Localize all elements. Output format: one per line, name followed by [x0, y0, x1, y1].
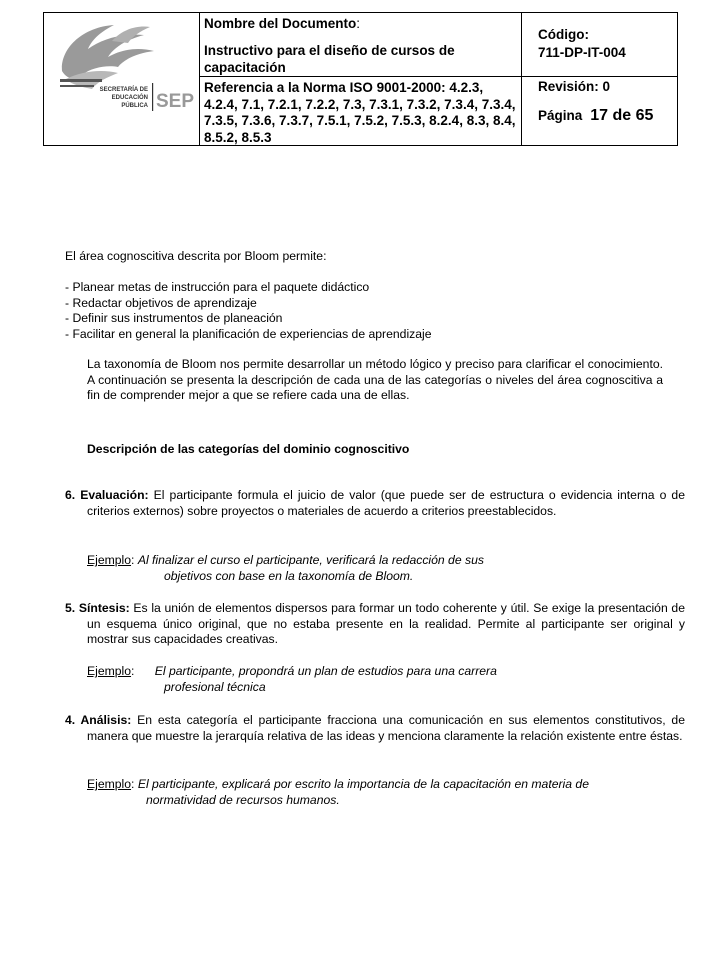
category-example: Ejemplo: El participante, propondrá un plan de estudios para una carrera profesional técnica	[87, 664, 663, 695]
page-number: Página 17 de 65	[538, 107, 654, 124]
revision: Revisión: 0	[538, 79, 611, 94]
example-label: Ejemplo	[87, 777, 132, 791]
intro-text: El área cognoscitiva descrita por Bloom permite:	[65, 249, 327, 263]
code-value: 711-DP-IT-004	[538, 45, 626, 60]
category-text: Es la unión de elementos dispersos para formar un todo coherente y útil. Se exige la presentación de un esquema único original, que no estaba presente en la realidad. Permite al participante ser original y mostrar sus capacidades creativas.	[87, 601, 685, 646]
category-example: Ejemplo: El participante, explicará por escrito la importancia de la capacitación en materia de normatividad de recursos humanos.	[87, 777, 663, 808]
example-text: normatividad de recursos humanos.	[146, 792, 340, 807]
header-divider	[199, 13, 200, 145]
example-text: profesional técnica	[164, 679, 266, 694]
example-text: Al finalizar el curso el participante, verificará la redacción de sus	[137, 553, 484, 567]
example-text: El participante, explicará por escrito la importancia de la capacitación en materia de	[137, 777, 589, 791]
taxonomy-paragraph: La taxonomía de Bloom nos permite desarrollar un método lógico y preciso para clarificar el conocimiento. A continuación se presenta la descripción de cada una de las categorías o niveles del área cognoscitiva a fin de comprender mejor a que se refiere cada una de ellas.	[87, 357, 663, 402]
logo-mark: SEP	[156, 91, 195, 112]
example-label: Ejemplo	[87, 553, 132, 567]
document-code	[538, 26, 673, 62]
example-text: objetivos con base en la taxonomía de Bloom.	[164, 568, 414, 583]
category-analisis	[65, 713, 685, 744]
logo-text: SECRETARÍA DE	[99, 87, 148, 93]
logo-text: PÚBLICA	[121, 103, 148, 109]
header-divider	[199, 76, 677, 77]
document-header	[43, 12, 678, 146]
list-item: - Redactar objetivos de aprendizaje	[65, 295, 257, 310]
category-example: Ejemplo: Al finalizar el curso el participante, verificará la redacción de sus objetivos con base en la taxonomía de Bloom.	[87, 553, 663, 584]
header-divider	[521, 13, 522, 145]
category-title: 5. Síntesis:	[65, 601, 130, 615]
document-name-label: Nombre del Documento:	[204, 16, 361, 31]
category-text: En esta categoría el participante fracciona una comunicación en sus elementos constitutivos, de manera que muestre la jerarquía relativa de las ideas y menciona claramente la relación existente entre éstas.	[87, 713, 685, 743]
example-text: El participante, propondrá un plan de estudios para una carrera	[154, 664, 497, 678]
code-label: Código:	[538, 27, 589, 42]
category-title: 4. Análisis:	[65, 713, 132, 727]
category-text: El participante formula el juicio de valor (que puede ser de estructura o evidencia interna o de criterios externos) sobre proyectos o materiales de acuerdo a criterios preestablecidos.	[87, 488, 685, 518]
category-evaluacion	[65, 488, 685, 519]
logo-text: EDUCACIÓN	[111, 95, 148, 101]
category-sintesis	[65, 601, 685, 648]
sep-logo	[52, 19, 198, 115]
list-item: - Facilitar en general la planificación de experiencias de aprendizaje	[65, 326, 432, 341]
iso-reference: Referencia a la Norma ISO 9001-2000: 4.2.3, 4.2.4, 7.1, 7.2.1, 7.2.2, 7.3, 7.3.1, 7.3.2, 7.3.4, 7.3.4, 7.3.5, 7.3.6, 7.3.7, 7.5.1, 7.5.2, 7.5.3, 8.2.4, 8.3, 8.4, 8.5.2, 8.5.3	[204, 80, 516, 145]
section-heading: Descripción de las categorías del dominio cognoscitivo	[87, 442, 410, 456]
example-label: Ejemplo	[87, 664, 132, 678]
list-item: - Planear metas de instrucción para el paquete didáctico	[65, 280, 370, 294]
document-title: Instructivo para el diseño de cursos de capacitación	[204, 43, 455, 75]
category-title: 6. Evaluación:	[65, 488, 149, 502]
list-item: - Definir sus instrumentos de planeación	[65, 311, 283, 325]
objectives-list	[65, 280, 663, 342]
